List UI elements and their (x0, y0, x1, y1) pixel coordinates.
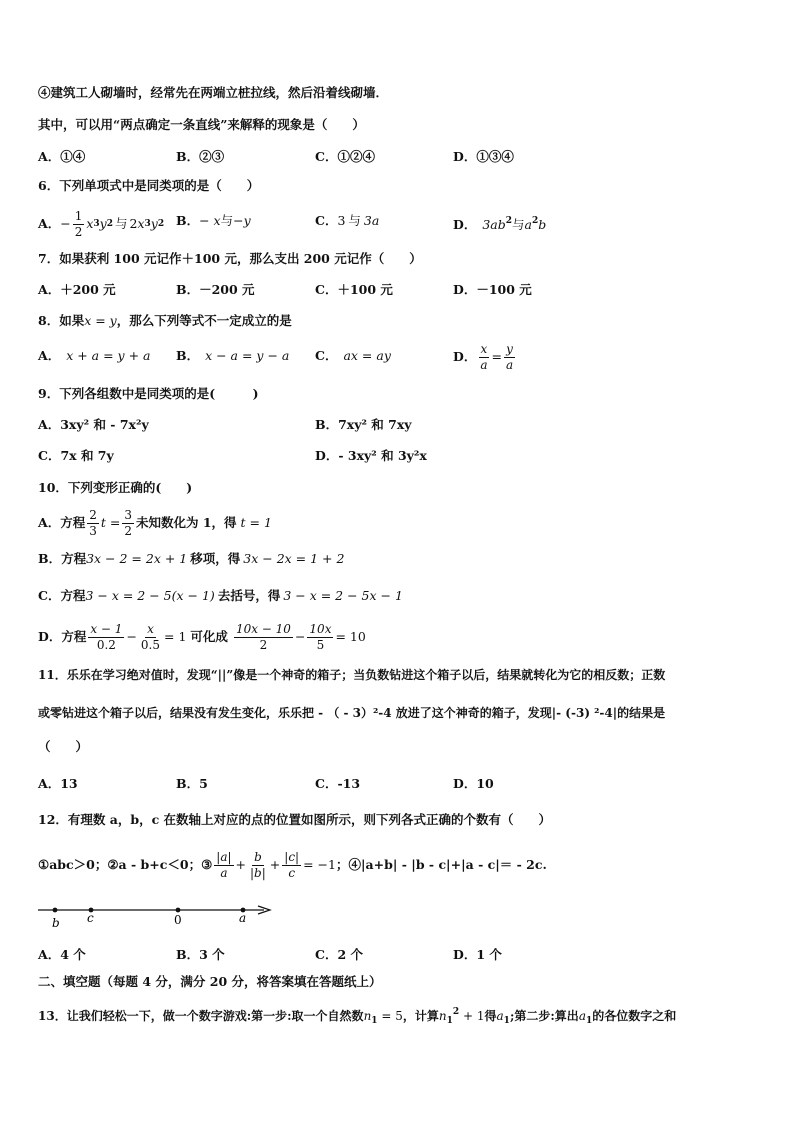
point-zero (176, 908, 181, 913)
stem-text: ;第二步:算出 (509, 1009, 579, 1023)
math-expr: 3 − x = 2 − 5x − 1 (283, 588, 403, 603)
math-expr: 3 (337, 213, 346, 228)
point-b (53, 908, 58, 913)
fraction: $\frac{10x - 10}{2}$ (235, 621, 291, 652)
q7-option-a[interactable]: A．＋200 元 (38, 282, 116, 297)
math-var: a (496, 1009, 504, 1023)
math-expr: = 10 (335, 629, 366, 644)
math-var: n (438, 1009, 447, 1023)
math-expr: 3x − 2x = 1 + 2 (243, 551, 345, 566)
q9-stem: 9．下列各组数中是同类项的是( ) (38, 386, 259, 401)
math-expr: 3 − x = 2 − 5(x − 1) (85, 588, 215, 603)
q12-stem: 12．有理数 a，b，c 在数轴上对应的点的位置如图所示，则下列各式正确的个数有（ ） (38, 812, 552, 827)
q5-option-b[interactable]: B．②③ (176, 149, 225, 164)
exponent: 2 (505, 216, 513, 226)
math-expr: −y (233, 213, 251, 228)
fraction: $\frac{y}{a}$ (505, 341, 514, 372)
conj-text: 与 (220, 213, 234, 228)
math-expr: t = 1 (240, 515, 272, 530)
fraction: $\frac{|c|}{c}$ (284, 849, 300, 880)
minus-sign: − (126, 629, 137, 644)
q8-option-c[interactable] (315, 347, 391, 365)
fraction: $\frac{2}{3}$ (89, 507, 97, 538)
q11-line-2: 或零钻进这个箱子以后，结果没有发生变化，乐乐把 - （ - 3）²-4 放进了这个神奇的箱子，发现|- (-3) ²-4|的结果是 (38, 706, 666, 720)
q11-line-1: 11．乐乐在学习绝对值时，发现“||”像是一个神奇的箱子；当负数钻进这个箱子以后，结果就转化为它的相反数；正数 (38, 668, 666, 682)
stem-text: 的各位数字之和 (592, 1009, 677, 1023)
math-expr: 3a (363, 213, 380, 228)
plus-sign: + (235, 857, 247, 872)
exponent: 2 (452, 1007, 460, 1017)
subscript: 1 (446, 1016, 453, 1026)
fraction: $\frac{1}{2}$ (74, 208, 83, 239)
label-a: a (239, 911, 247, 925)
q12-option-d[interactable]: D．1 个 (453, 947, 502, 962)
option-label: B． (176, 213, 200, 228)
equals-sign: = (491, 349, 502, 364)
fraction: $\frac{|a|}{a}$ (216, 849, 232, 880)
math-expr: = 1 (164, 629, 187, 644)
q12-option-a[interactable]: A．4 个 (38, 947, 86, 962)
q7-option-b[interactable]: B．－200 元 (176, 282, 255, 297)
minus-sign: − (60, 216, 71, 231)
q9-option-c[interactable]: C．7x 和 7y (38, 448, 114, 463)
math-expr: = 5 (377, 1009, 403, 1023)
math-expr: x − a = y − a (205, 348, 290, 363)
conj-text: 与 (114, 216, 128, 231)
q11-option-d[interactable]: D．10 (453, 776, 494, 791)
statement-text: ①abc＞0；②a - b+c＜0；③ (38, 857, 213, 872)
subscript: 1 (585, 1016, 593, 1026)
exponent: 2 (106, 219, 113, 229)
q5-option-a[interactable]: A．①④ (38, 149, 86, 164)
q11-option-a[interactable]: A．13 (38, 776, 78, 791)
plus-sign: + (269, 857, 281, 872)
option-label: D． (453, 217, 477, 232)
math-var: x (137, 216, 145, 231)
math-expr: x + a = y + a (66, 348, 151, 363)
q12-statements (38, 845, 547, 885)
math-var: a (578, 1009, 586, 1023)
label-c: c (87, 911, 94, 925)
math-var: a (524, 217, 532, 232)
math-expr: 3x − 2 = 2x + 1 (86, 551, 188, 566)
q6-stem: 6．下列单项式中是同类项的是（ ） (38, 178, 260, 193)
stem-text: ，计算 (402, 1009, 439, 1023)
q11-option-c[interactable]: C．-13 (315, 776, 361, 791)
exponent: 3 (144, 219, 151, 229)
math-expr: ax = ay (343, 348, 391, 363)
option-label: A． (38, 216, 61, 231)
math-var: y (150, 216, 158, 231)
minus-sign: − (294, 629, 306, 644)
option-label: C． (315, 348, 338, 363)
q10-option-b[interactable] (38, 550, 344, 568)
q8-option-a[interactable] (38, 347, 150, 365)
q6-option-d[interactable] (453, 212, 546, 234)
q11-option-b[interactable]: B．5 (176, 776, 208, 791)
conj-text: 与 (348, 213, 361, 228)
coefficient: 2 (129, 216, 138, 231)
math-expr: = −1 (303, 857, 336, 872)
stem-text: 13．让我们轻松一下，做一个数字游戏:第一步:取一个自然数 (38, 1009, 364, 1023)
q6-option-a[interactable] (38, 206, 164, 242)
fraction: $\frac{3}{2}$ (124, 507, 132, 538)
option-label: A． (38, 348, 61, 363)
q7-option-d[interactable]: D．－100 元 (453, 282, 532, 297)
stem-text: 8．如果 (38, 313, 85, 328)
option-label: B． (176, 348, 200, 363)
q5-option-d[interactable]: D．①③④ (453, 149, 514, 164)
q10-option-a[interactable] (38, 504, 272, 542)
math-var: y (99, 216, 107, 231)
q7-option-c[interactable]: C．＋100 元 (315, 282, 393, 297)
fraction: $\frac{x}{0.5}$ (140, 621, 161, 652)
math-expr: + 1 (459, 1009, 485, 1023)
option-text: 未知数化为 1，得 (135, 515, 237, 530)
label-b: b (52, 916, 60, 930)
q10-option-d[interactable] (38, 617, 366, 657)
q12-option-b[interactable]: B．3 个 (176, 947, 225, 962)
math-var: n (363, 1009, 372, 1023)
fraction: $\frac{x - 1}{0.2}$ (90, 621, 123, 652)
fraction: $\frac{b}{|b|}$ (250, 849, 266, 880)
math-expr: − x (199, 213, 221, 228)
number-line (30, 896, 280, 930)
option-text: 去括号，得 (217, 588, 281, 603)
q13-stem (38, 1003, 676, 1030)
q5-option-c[interactable]: C．①②④ (315, 149, 375, 164)
math-var: x (86, 216, 94, 231)
q8-option-b[interactable] (176, 347, 289, 365)
exponent: 2 (532, 216, 539, 226)
q6-option-b[interactable] (176, 212, 251, 230)
subscript: 1 (371, 1016, 378, 1026)
statement-text: ；④|a+b| - |b - c|+|a - c|＝ - 2c. (335, 857, 547, 872)
option-label: A．方程 (38, 515, 86, 530)
option-label: D． (453, 349, 477, 364)
subscript: 1 (503, 1016, 510, 1026)
q9-option-a[interactable]: A．3xy² 和 - 7x²y (38, 417, 149, 432)
q6-option-c[interactable] (315, 212, 379, 230)
q12-option-c[interactable]: C．2 个 (315, 947, 363, 962)
math-expr: x = y (84, 313, 117, 328)
q10-stem: 10．下列变形正确的( ) (38, 480, 193, 495)
fraction: $\frac{x}{a}$ (480, 341, 488, 372)
label-zero: 0 (174, 913, 182, 927)
stem-text: ，那么下列等式不一定成立的是 (116, 313, 292, 328)
math-expr: t = (100, 515, 121, 530)
q8-option-d[interactable] (453, 338, 517, 376)
q10-option-c[interactable] (38, 587, 403, 605)
q11-line-3: （ ） (38, 739, 89, 754)
option-label: B．方程 (38, 551, 87, 566)
q8-stem (38, 312, 292, 330)
option-label: D．方程 (38, 629, 87, 644)
exponent: 2 (157, 219, 165, 229)
option-label: C． (315, 213, 338, 228)
conj-text: 与 (512, 217, 525, 232)
q9-option-b[interactable]: B．7xy² 和 7xy (315, 417, 412, 432)
math-var: b (538, 217, 547, 232)
stem-text: 得 (484, 1009, 497, 1023)
q7-stem: 7．如果获利 100 元记作＋100 元，那么支出 200 元记作（ ） (38, 251, 422, 266)
option-text: 移项，得 (190, 551, 241, 566)
q5-stem: 其中，可以用“两点确定一条直线”来解释的现象是（ ） (38, 117, 365, 132)
exponent: 3 (93, 219, 100, 229)
section-heading: 二、填空题（每题 4 分，满分 20 分，将答案填在答题纸上） (38, 974, 382, 989)
fraction: $\frac{10x}{5}$ (309, 621, 332, 652)
math-expr: 3ab (482, 217, 506, 232)
statement-4: ④建筑工人砌墙时，经常先在两端立桩拉线，然后沿着线砌墙． (38, 85, 389, 100)
option-text: 可化成 (190, 629, 228, 644)
q9-option-d[interactable]: D．- 3xy² 和 3y²x (315, 448, 427, 463)
option-label: C．方程 (38, 588, 86, 603)
